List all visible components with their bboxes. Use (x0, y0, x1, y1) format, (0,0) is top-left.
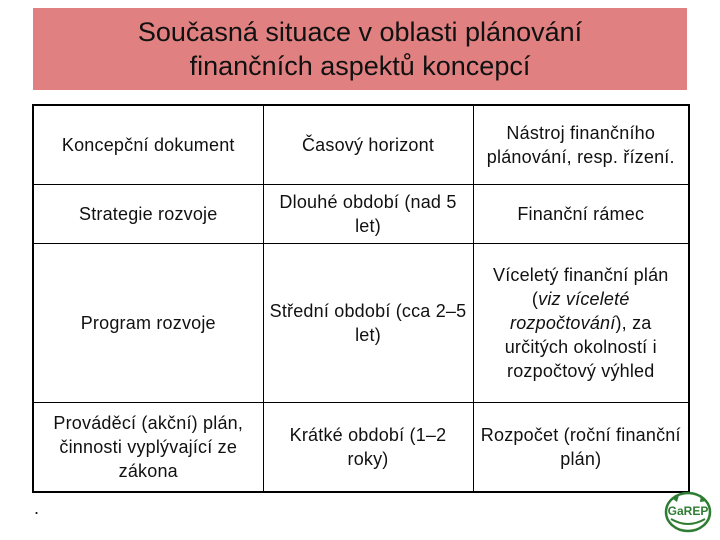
svg-text:GaREP: GaREP (667, 504, 709, 518)
table-row (33, 244, 689, 403)
slide-title-banner (33, 8, 687, 90)
tool-cell (473, 244, 689, 403)
planning-table (32, 104, 690, 493)
tool-text-italic: viz víceleté rozpočtování (510, 289, 630, 333)
horizon-cell: Krátké období (1–2 roky) (263, 403, 473, 493)
tool-text-before: Víceletý finanční plán ( (492, 265, 669, 309)
horizon-cell: Dlouhé období (nad 5 let) (263, 185, 473, 244)
slide-title: Současná situace v oblasti plánování finančních aspektů koncepcí (137, 17, 583, 81)
header-cell: Časový horizont (263, 105, 473, 185)
horizon-cell: Střední období (cca 2–5 let) (263, 244, 473, 403)
garep-logo-icon (663, 489, 713, 533)
header-cell: Nástroj finančního plánování, resp. řízení. (473, 105, 689, 185)
footer-bullet: . (34, 498, 40, 518)
document-cell: Prováděcí (akční) plán, činnosti vyplývající ze zákona (33, 403, 263, 493)
table-row (33, 403, 689, 493)
document-cell: Strategie rozvoje (33, 185, 263, 244)
table-header-row (33, 105, 689, 185)
tool-text-after: ), za určitých okolností i rozpočtový výhled (504, 313, 657, 381)
document-cell: Program rozvoje (33, 244, 263, 403)
header-cell: Koncepční dokument (33, 105, 263, 185)
table-row (33, 185, 689, 244)
tool-cell: Rozpočet (roční finanční plán) (473, 403, 689, 493)
tool-cell: Finanční rámec (473, 185, 689, 244)
